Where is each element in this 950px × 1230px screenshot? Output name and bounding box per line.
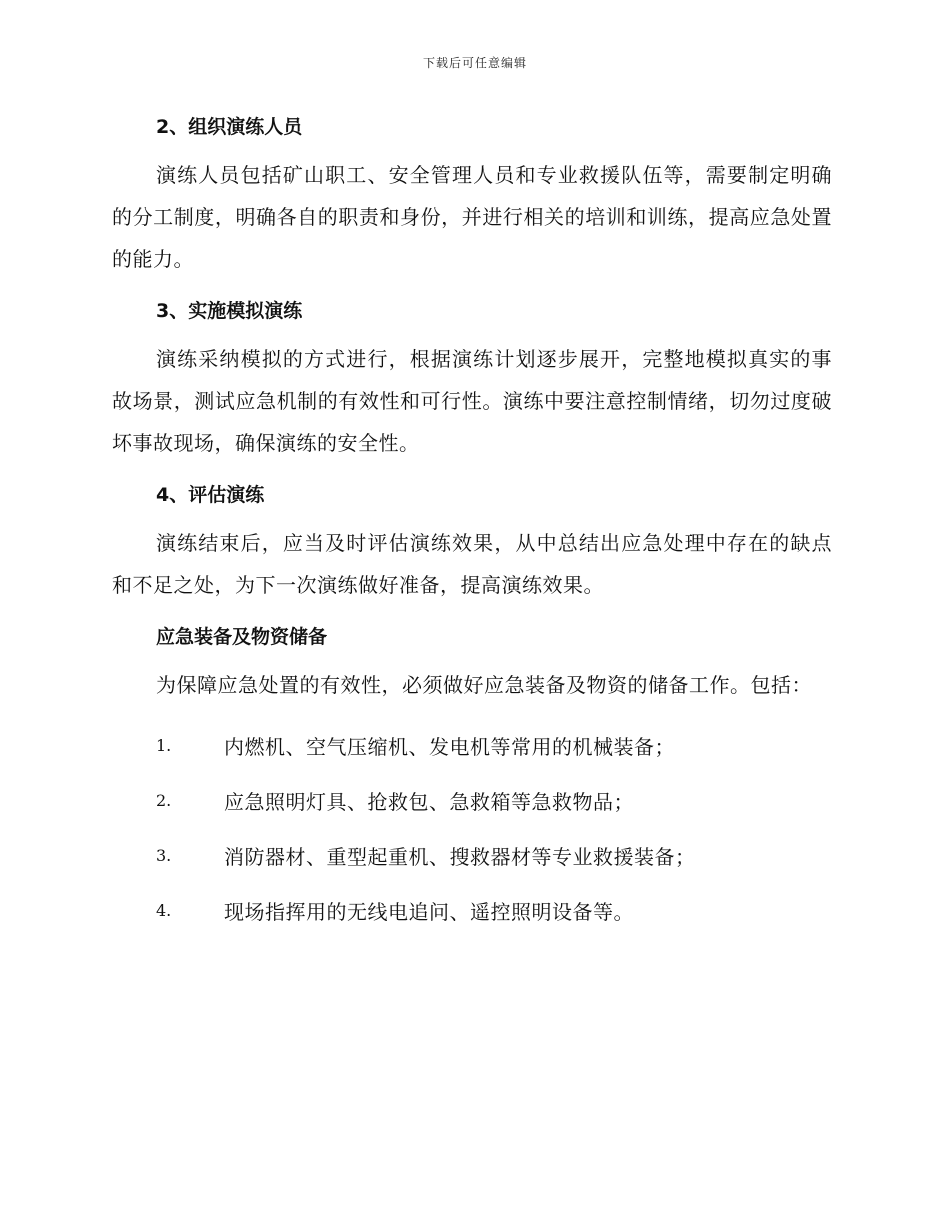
- section-paragraph: 演练结束后，应当及时评估演练效果，从中总结出应急处理中存在的缺点和不足之处，为下一次演练做好准备，提高演练效果。: [112, 531, 832, 597]
- list-item: [112, 828, 832, 883]
- list-item: [112, 883, 832, 938]
- section-heading: 4、评估演练: [156, 484, 265, 506]
- section-paragraph: 演练人员包括矿山职工、安全管理人员和专业救援队伍等，需要制定明确的分工制度，明确各自的职责和身份，并进行相关的培训和训练，提高应急处置的能力。: [112, 163, 832, 271]
- list-item: [112, 773, 832, 828]
- list-item: [112, 718, 832, 773]
- section-heading: 2、组织演练人员: [156, 116, 303, 138]
- list-text: 内燃机、空气压缩机、发电机等常用的机械装备；: [224, 735, 675, 759]
- list-number: 3.: [156, 846, 172, 865]
- list-number: 4.: [156, 901, 172, 920]
- page-header: 下载后可任意编辑: [422, 56, 527, 70]
- section-paragraph: 演练采纳模拟的方式进行，根据演练计划逐步展开，完整地模拟真实的事故场景，测试应急机制的有效性和可行性。演练中要注意控制情绪，切勿过度破坏事故现场，确保演练的安全性。: [112, 347, 832, 455]
- list-text: 现场指挥用的无线电追问、遥控照明设备等。: [224, 900, 634, 924]
- list-text: 消防器材、重型起重机、搜救器材等专业救援装备；: [224, 845, 696, 869]
- list-number: 1.: [156, 736, 172, 755]
- section-heading: 3、实施模拟演练: [156, 300, 303, 322]
- section-paragraph: 为保障应急处置的有效性，必须做好应急装备及物资的储备工作。包括：: [156, 673, 812, 697]
- section-heading: 应急装备及物资储备: [156, 626, 328, 648]
- document-body: [112, 108, 832, 938]
- list-text: 应急照明灯具、抢救包、急救箱等急救物品；: [224, 790, 634, 814]
- list-number: 2.: [156, 791, 172, 810]
- equipment-list: [112, 718, 832, 938]
